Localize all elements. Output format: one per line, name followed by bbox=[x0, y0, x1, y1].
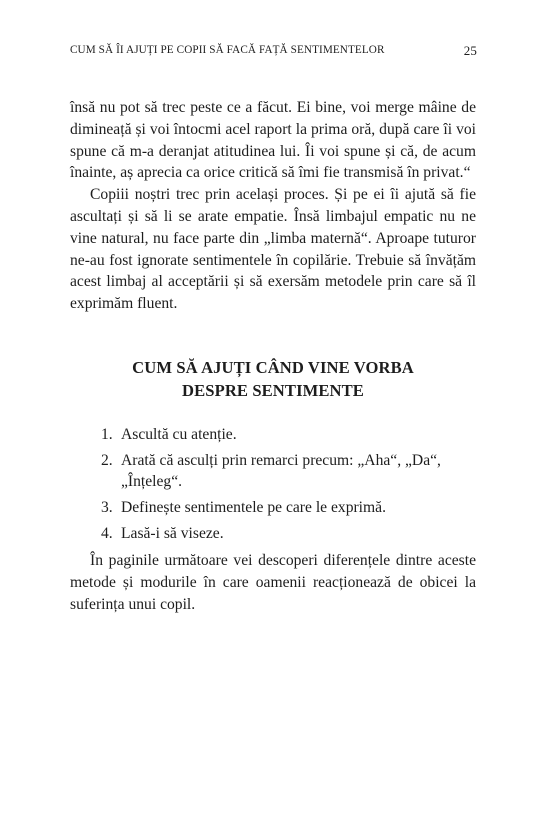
running-title: CUM SĂ ÎI AJUȚI PE COPII SĂ FACĂ FAȚĂ SENTIMENTELOR bbox=[70, 44, 385, 56]
list-item bbox=[70, 450, 476, 494]
paragraph-continued: însă nu pot să trec peste ce a făcut. Ei bine, voi merge mâine de dimineață și voi întocmi acel raport la prima oră, după care îi voi spune că m-a deranjat atitudinea lui. Îi voi spune și că, de acum înainte, aș aprecia ca orice critică să îmi fie transmisă în privat.“ bbox=[70, 99, 476, 182]
list-item-text: Definește sentimentele pe care le exprimă. bbox=[121, 498, 386, 516]
page-body bbox=[70, 97, 476, 616]
running-header bbox=[70, 44, 477, 62]
list-item-number: 3. bbox=[101, 498, 113, 516]
list-item-text: Arată că asculți prin remarci precum: „Aha“, „Da“, „Înțeleg“. bbox=[121, 451, 441, 491]
paragraph: Copiii noștri trec prin același proces. Și pe ei îi ajută să fie ascultați și să li se arate empatie. Însă limbajul empatic nu ne vine natural, nu face parte din „limba maternă“. Aproape tuturor ne-au fost ignorate sentimentele în copilărie. Trebuie să învățăm acest limbaj al acceptării și să exersăm metodele prin care să îl exprimăm fluent. bbox=[70, 186, 476, 313]
list-item bbox=[70, 523, 476, 545]
list-item-number: 4. bbox=[101, 524, 113, 542]
list-item-number: 1. bbox=[101, 425, 113, 443]
steps-list bbox=[70, 424, 476, 544]
list-item-number: 2. bbox=[101, 451, 113, 469]
closing-paragraph: În paginile următoare vei descoperi diferențele dintre aceste metode și modurile în care oamenii reacționează de obicei la suferința unui copil. bbox=[70, 552, 476, 613]
list-item-text: Lasă-i să viseze. bbox=[121, 524, 224, 542]
list-item bbox=[70, 424, 476, 446]
section-heading bbox=[70, 356, 476, 402]
page-number: 25 bbox=[463, 43, 477, 58]
section-heading-line: CUM SĂ AJUȚI CÂND VINE VORBA bbox=[132, 357, 414, 377]
section-heading-line: DESPRE SENTIMENTE bbox=[182, 380, 364, 400]
list-item-text: Ascultă cu atenție. bbox=[121, 425, 237, 443]
list-item bbox=[70, 497, 476, 519]
